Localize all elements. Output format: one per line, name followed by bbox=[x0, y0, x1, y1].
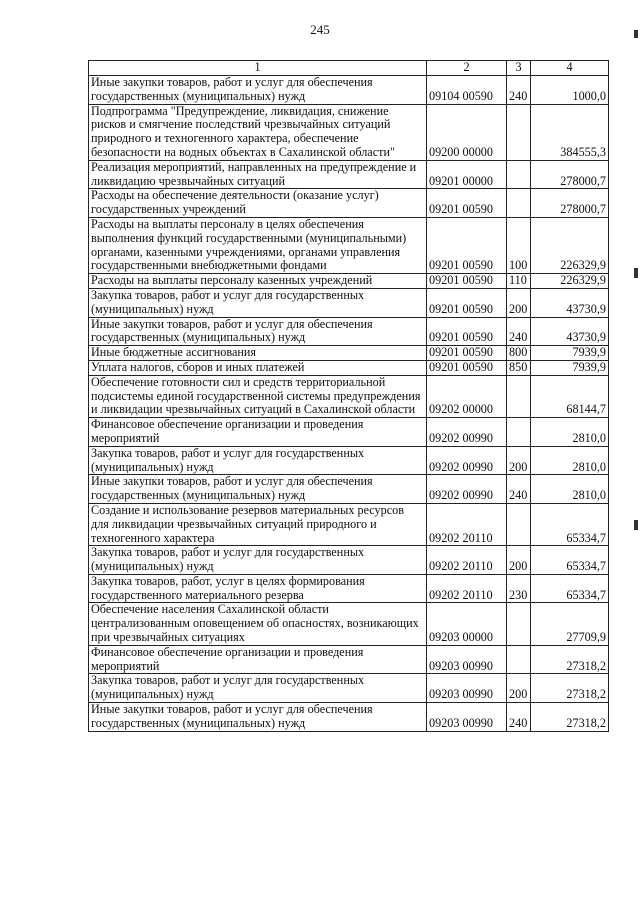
row-name-cell: Иные закупки товаров, работ и услуг для обеспечения государственных (муниципальных) нужд bbox=[89, 317, 427, 346]
table-row bbox=[89, 674, 609, 703]
table-row bbox=[89, 645, 609, 674]
row-type-cell bbox=[507, 189, 531, 218]
page-number: 245 bbox=[310, 22, 330, 37]
row-name-cell: Закупка товаров, работ и услуг для государственных (муниципальных) нужд bbox=[89, 446, 427, 475]
row-type-cell: 240 bbox=[507, 317, 531, 346]
row-code-cell: 09201 00590 bbox=[427, 189, 507, 218]
row-name-cell: Иные бюджетные ассигнования bbox=[89, 346, 427, 361]
row-type-cell bbox=[507, 418, 531, 447]
row-amount-cell: 27318,2 bbox=[531, 703, 609, 732]
row-type-cell: 240 bbox=[507, 703, 531, 732]
row-type-cell: 230 bbox=[507, 574, 531, 603]
row-code-cell: 09202 20110 bbox=[427, 574, 507, 603]
row-name-cell: Закупка товаров, работ и услуг для государственных (муниципальных) нужд bbox=[89, 288, 427, 317]
row-amount-cell: 2810,0 bbox=[531, 418, 609, 447]
row-amount-cell: 27318,2 bbox=[531, 674, 609, 703]
row-name-cell: Закупка товаров, работ и услуг для государственных (муниципальных) нужд bbox=[89, 546, 427, 575]
row-code-cell: 09201 00590 bbox=[427, 274, 507, 289]
row-name-cell: Иные закупки товаров, работ и услуг для обеспечения государственных (муниципальных) нужд bbox=[89, 475, 427, 504]
row-amount-cell: 68144,7 bbox=[531, 375, 609, 417]
row-amount-cell: 278000,7 bbox=[531, 189, 609, 218]
row-name-cell: Иные закупки товаров, работ и услуг для обеспечения государственных (муниципальных) нужд bbox=[89, 76, 427, 105]
table-row bbox=[89, 104, 609, 160]
row-amount-cell: 65334,7 bbox=[531, 546, 609, 575]
table-row bbox=[89, 189, 609, 218]
table-row bbox=[89, 375, 609, 417]
row-amount-cell: 43730,9 bbox=[531, 317, 609, 346]
row-amount-cell: 65334,7 bbox=[531, 503, 609, 545]
row-name-cell: Расходы на выплаты персоналу в целях обеспечения выполнения функций государственными (муниципальными) органами, казенными учреждениями, органами управления государственными внебюджетными фондами bbox=[89, 217, 427, 273]
budget-table bbox=[88, 60, 609, 732]
row-type-cell: 240 bbox=[507, 76, 531, 105]
header-col-type: 3 bbox=[507, 61, 531, 76]
row-code-cell: 09201 00590 bbox=[427, 288, 507, 317]
row-amount-cell: 7939,9 bbox=[531, 360, 609, 375]
row-amount-cell: 27709,9 bbox=[531, 603, 609, 645]
row-type-cell bbox=[507, 503, 531, 545]
row-code-cell: 09202 00990 bbox=[427, 475, 507, 504]
table-row bbox=[89, 703, 609, 732]
row-code-cell: 09104 00590 bbox=[427, 76, 507, 105]
row-amount-cell: 278000,7 bbox=[531, 160, 609, 189]
scan-edge-mark bbox=[634, 520, 638, 530]
row-name-cell: Подпрограмма "Предупреждение, ликвидация, снижение рисков и смягчение последствий чрезвычайных ситуаций природного и техногенного характера, обеспечение безопасности на водных объектах в Сахалинской области" bbox=[89, 104, 427, 160]
row-type-cell bbox=[507, 375, 531, 417]
row-type-cell: 850 bbox=[507, 360, 531, 375]
table-row bbox=[89, 503, 609, 545]
table-row bbox=[89, 546, 609, 575]
row-name-cell: Финансовое обеспечение организации и проведения мероприятий bbox=[89, 645, 427, 674]
row-type-cell bbox=[507, 603, 531, 645]
table-header-row bbox=[89, 61, 609, 76]
row-name-cell: Закупка товаров, работ и услуг для государственных (муниципальных) нужд bbox=[89, 674, 427, 703]
row-name-cell: Финансовое обеспечение организации и проведения мероприятий bbox=[89, 418, 427, 447]
row-code-cell: 09202 00990 bbox=[427, 418, 507, 447]
row-name-cell: Иные закупки товаров, работ и услуг для обеспечения государственных (муниципальных) нужд bbox=[89, 703, 427, 732]
row-type-cell: 200 bbox=[507, 288, 531, 317]
row-type-cell: 800 bbox=[507, 346, 531, 361]
row-name-cell: Реализация мероприятий, направленных на предупреждение и ликвидацию чрезвычайных ситуаций bbox=[89, 160, 427, 189]
table-row bbox=[89, 274, 609, 289]
row-code-cell: 09201 00590 bbox=[427, 360, 507, 375]
row-amount-cell: 2810,0 bbox=[531, 446, 609, 475]
row-name-cell: Расходы на обеспечение деятельности (оказание услуг) государственных учреждений bbox=[89, 189, 427, 218]
row-amount-cell: 1000,0 bbox=[531, 76, 609, 105]
row-type-cell: 200 bbox=[507, 674, 531, 703]
row-type-cell bbox=[507, 160, 531, 189]
row-amount-cell: 7939,9 bbox=[531, 346, 609, 361]
row-code-cell: 09202 00000 bbox=[427, 375, 507, 417]
row-name-cell: Создание и использование резервов материальных ресурсов для ликвидации чрезвычайных ситуаций природного и техногенного характера bbox=[89, 503, 427, 545]
table-row bbox=[89, 346, 609, 361]
row-type-cell: 200 bbox=[507, 446, 531, 475]
table-row bbox=[89, 160, 609, 189]
header-col-code: 2 bbox=[427, 61, 507, 76]
row-code-cell: 09201 00590 bbox=[427, 217, 507, 273]
row-type-cell bbox=[507, 645, 531, 674]
row-type-cell: 200 bbox=[507, 546, 531, 575]
row-code-cell: 09202 00990 bbox=[427, 446, 507, 475]
table-row bbox=[89, 475, 609, 504]
row-type-cell: 110 bbox=[507, 274, 531, 289]
scan-edge-mark bbox=[634, 268, 638, 278]
row-code-cell: 09201 00000 bbox=[427, 160, 507, 189]
row-name-cell: Расходы на выплаты персоналу казенных учреждений bbox=[89, 274, 427, 289]
row-amount-cell: 43730,9 bbox=[531, 288, 609, 317]
table-row bbox=[89, 446, 609, 475]
row-code-cell: 09203 00990 bbox=[427, 674, 507, 703]
table-row bbox=[89, 76, 609, 105]
table-row bbox=[89, 574, 609, 603]
row-amount-cell: 226329,9 bbox=[531, 274, 609, 289]
row-type-cell bbox=[507, 104, 531, 160]
row-amount-cell: 27318,2 bbox=[531, 645, 609, 674]
row-name-cell: Обеспечение готовности сил и средств территориальной подсистемы единой государственной системы предупреждения и ликвидации чрезвычайных ситуаций в Сахалинской области bbox=[89, 375, 427, 417]
row-code-cell: 09203 00990 bbox=[427, 645, 507, 674]
scan-edge-mark bbox=[634, 30, 638, 38]
row-name-cell: Закупка товаров, работ, услуг в целях формирования государственного материального резерва bbox=[89, 574, 427, 603]
header-col-amount: 4 bbox=[531, 61, 609, 76]
table-row bbox=[89, 288, 609, 317]
table-row bbox=[89, 217, 609, 273]
row-code-cell: 09201 00590 bbox=[427, 317, 507, 346]
row-name-cell: Уплата налогов, сборов и иных платежей bbox=[89, 360, 427, 375]
row-code-cell: 09200 00000 bbox=[427, 104, 507, 160]
row-code-cell: 09203 00990 bbox=[427, 703, 507, 732]
row-amount-cell: 2810,0 bbox=[531, 475, 609, 504]
table-row bbox=[89, 603, 609, 645]
row-code-cell: 09201 00590 bbox=[427, 346, 507, 361]
table-row bbox=[89, 317, 609, 346]
header-col-name: 1 bbox=[89, 61, 427, 76]
row-code-cell: 09202 20110 bbox=[427, 546, 507, 575]
row-code-cell: 09202 20110 bbox=[427, 503, 507, 545]
row-type-cell: 100 bbox=[507, 217, 531, 273]
table-row bbox=[89, 418, 609, 447]
row-amount-cell: 226329,9 bbox=[531, 217, 609, 273]
table-row bbox=[89, 360, 609, 375]
row-code-cell: 09203 00000 bbox=[427, 603, 507, 645]
row-amount-cell: 65334,7 bbox=[531, 574, 609, 603]
row-amount-cell: 384555,3 bbox=[531, 104, 609, 160]
row-type-cell: 240 bbox=[507, 475, 531, 504]
row-name-cell: Обеспечение населения Сахалинской области централизованным оповещением об опасностях, возникающих при чрезвычайных ситуациях bbox=[89, 603, 427, 645]
